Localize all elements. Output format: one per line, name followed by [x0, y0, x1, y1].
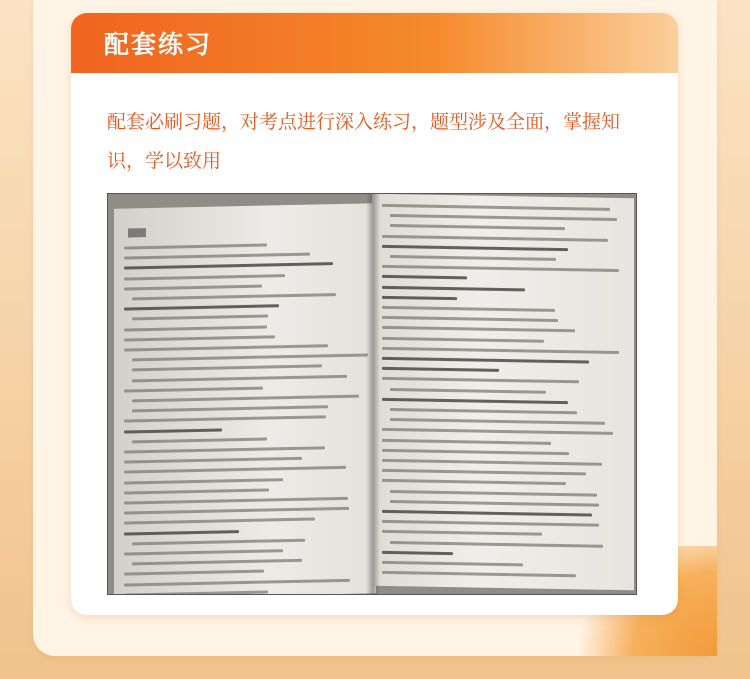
book-right-page: [372, 194, 634, 591]
printed-text-line: [382, 377, 579, 383]
printed-text-line: [382, 561, 523, 566]
printed-text-line: [382, 204, 610, 211]
printed-text-line: [124, 263, 333, 270]
printed-text-line: [390, 418, 605, 425]
printed-text-line: [382, 438, 551, 444]
printed-text-line: [132, 374, 347, 382]
printed-text-line: [132, 395, 359, 403]
book-gutter: [366, 194, 380, 594]
printed-text-line: [382, 275, 467, 279]
section-title: 配套练习: [104, 30, 213, 59]
printed-text-line: [132, 559, 302, 566]
printed-text-line: [382, 449, 569, 455]
printed-text-line: [390, 541, 603, 548]
printed-text-line: [132, 365, 322, 372]
printed-text-line: [124, 325, 267, 331]
printed-text-line: [382, 245, 568, 251]
printed-text-line: [124, 570, 264, 576]
printed-text-line: [124, 518, 315, 525]
printed-text-line: [124, 428, 222, 433]
printed-text-line: [390, 214, 617, 221]
printed-text-line: [390, 255, 556, 261]
printed-text-line: [124, 478, 283, 484]
printed-text-line: [382, 326, 575, 332]
printed-text-line: [124, 466, 346, 474]
printed-text-line: [124, 497, 348, 505]
printed-text-line: [124, 244, 267, 250]
printed-text-line: [124, 386, 263, 392]
printed-text-line: [382, 285, 525, 290]
printed-text-line: [382, 479, 566, 485]
printed-text-line: [124, 274, 285, 280]
printed-text-line: [382, 459, 602, 466]
printed-text-line: [124, 457, 302, 464]
printed-text-line: [124, 530, 239, 535]
section-header: [71, 13, 678, 73]
printed-text-line: [382, 316, 558, 322]
book-photo: [107, 193, 637, 595]
printed-text-line: [124, 549, 283, 555]
printed-text-line: [382, 336, 544, 342]
printed-text-line: [382, 306, 555, 312]
printed-text-line: [390, 408, 577, 414]
content-card: [71, 13, 678, 615]
printed-text-line: [390, 490, 597, 497]
printed-text-line: [132, 405, 328, 412]
printed-text-line: [132, 293, 336, 300]
printed-text-line: [382, 265, 619, 272]
printed-text-line: [132, 315, 268, 321]
printed-text-line: [124, 446, 325, 453]
printed-text-line: [390, 388, 546, 394]
printed-text-line: [124, 590, 268, 595]
printed-text-line: [382, 234, 608, 241]
printed-text-line: [382, 551, 453, 555]
printed-text-line: [390, 500, 599, 507]
printed-text-line: [124, 507, 349, 515]
printed-text-line: [124, 284, 262, 290]
printed-text-line: [382, 510, 592, 517]
printed-text-line: [132, 354, 368, 362]
printed-text-line: [382, 530, 542, 536]
printed-text-line: [382, 520, 599, 527]
printed-text-line: [124, 335, 275, 341]
page-number-mark: [128, 228, 146, 237]
printed-text-line: [382, 398, 568, 404]
printed-text-line: [124, 253, 310, 260]
printed-text-line: [132, 539, 305, 546]
printed-text-line: [382, 571, 576, 577]
printed-text-line: [132, 437, 267, 443]
printed-text-line: [382, 428, 613, 435]
printed-text-line: [382, 296, 457, 300]
printed-text-line: [124, 488, 269, 494]
printed-text-line: [124, 304, 279, 310]
section-description: 配套必刷习题，对考点进行深入练习，题型涉及全面，掌握知识，学以致用: [107, 111, 621, 172]
book-left-page: [114, 203, 376, 595]
printed-text-line: [124, 578, 350, 586]
printed-text-line: [382, 469, 586, 476]
printed-text-line: [382, 367, 499, 372]
printed-text-line: [382, 357, 589, 364]
printed-text-line: [124, 416, 326, 423]
printed-text-line: [124, 344, 328, 351]
printed-text-line: [390, 224, 565, 230]
printed-text-line: [382, 347, 619, 354]
